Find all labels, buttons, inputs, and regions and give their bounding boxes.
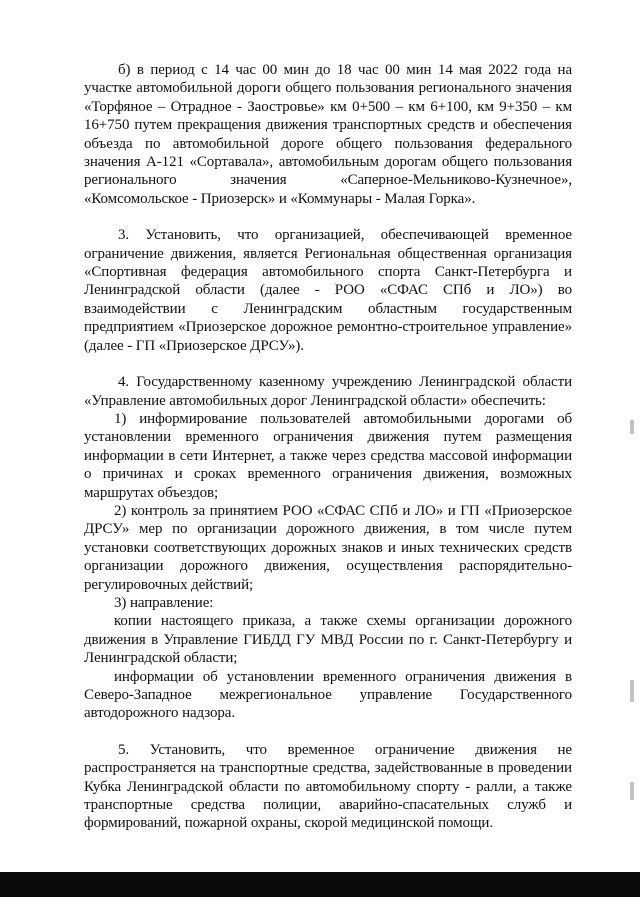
scan-artifact-mark [630,680,634,702]
document-body [84,61,572,833]
paragraph-subitem-3: 3) направление: [114,594,214,611]
paragraph-item-5: 5. Установить, что временное ограничение движения не распространяется на транспортные средства, задействованные в проведении Кубка Ленинградской области по автомобильному спорту - ралли, а также транспортные средства полиции, аварийно-спасательных служб и формирований, пожарной охраны, скорой медицинской помощи. [84,741,572,832]
scan-artifact-mark [630,782,634,800]
scan-artifact-mark [630,420,634,434]
paragraph-gap [84,355,572,373]
paragraph-copies: копии настоящего приказа, а также схемы организации дорожного движения в Управление ГИБДД ГУ МВД России по г. Санкт-Петербургу и Ленинградской области; [84,613,572,667]
paragraph-gap [84,208,572,226]
paragraph-item-3: 3. Установить, что организацией, обеспечивающей временное ограничение движения, является Региональная общественная организация «Спортивная федерация автомобильного спорта Санкт-Петербурга и Ленинградской области (далее - РОО «СФАС СПб и ЛО») во взаимодействии с Ленинградским областным государственным предприятием «Приозерское дорожное ремонтно-строительное управление» (далее - ГП «Приозерское ДРСУ»). [84,227,572,354]
scan-bottom-edge [0,872,640,897]
paragraph-subitem-2: 2) контроль за принятием РОО «СФАС СПб и ЛО» и ГП «Приозерское ДРСУ» мер по организации дорожного движения, в том числе путем установки соответствующих дорожных знаков и иных технических средств организации дорожного движения, осуществления распорядительно-регулировочных действий; [84,502,572,593]
paragraph-gap [84,723,572,741]
paragraph-information: информации об установлении временного ограничения движения в Северо-Западное межрегиональное управление Государственного автодорожного надзора. [84,668,572,722]
paragraph-subitem-1: 1) информирование пользователей автомобильными дорогами об установлении временного ограничения движения путем размещения информации в сети Интернет, а также через средства массовой информации о причинах и сроках временного ограничения движения, возможных маршрутах объездов; [84,410,572,501]
paragraph-item-b: б) в период с 14 час 00 мин до 18 час 00 мин 14 мая 2022 года на участке автомобильной дороги общего пользования регионального значения «Торфяное – Отрадное - Заостровье» км 0+500 – км 6+100, км 9+350 – км 16+750 путем прекращения движения транспортных средств и обеспечения объезда по автомобильной дороге общего пользования федерального значения А-121 «Сортавала», автомобильным дорогам общего пользования регионального значения «Саперное-Мельниково-Кузнечное», «Комсомольское - Приозерск» и «Коммунары - Малая Горка». [84,62,572,207]
paragraph-item-4: 4. Государственному казенному учреждению Ленинградской области «Управление автомобильных дорог Ленинградской области» обеспечить: [84,374,572,409]
